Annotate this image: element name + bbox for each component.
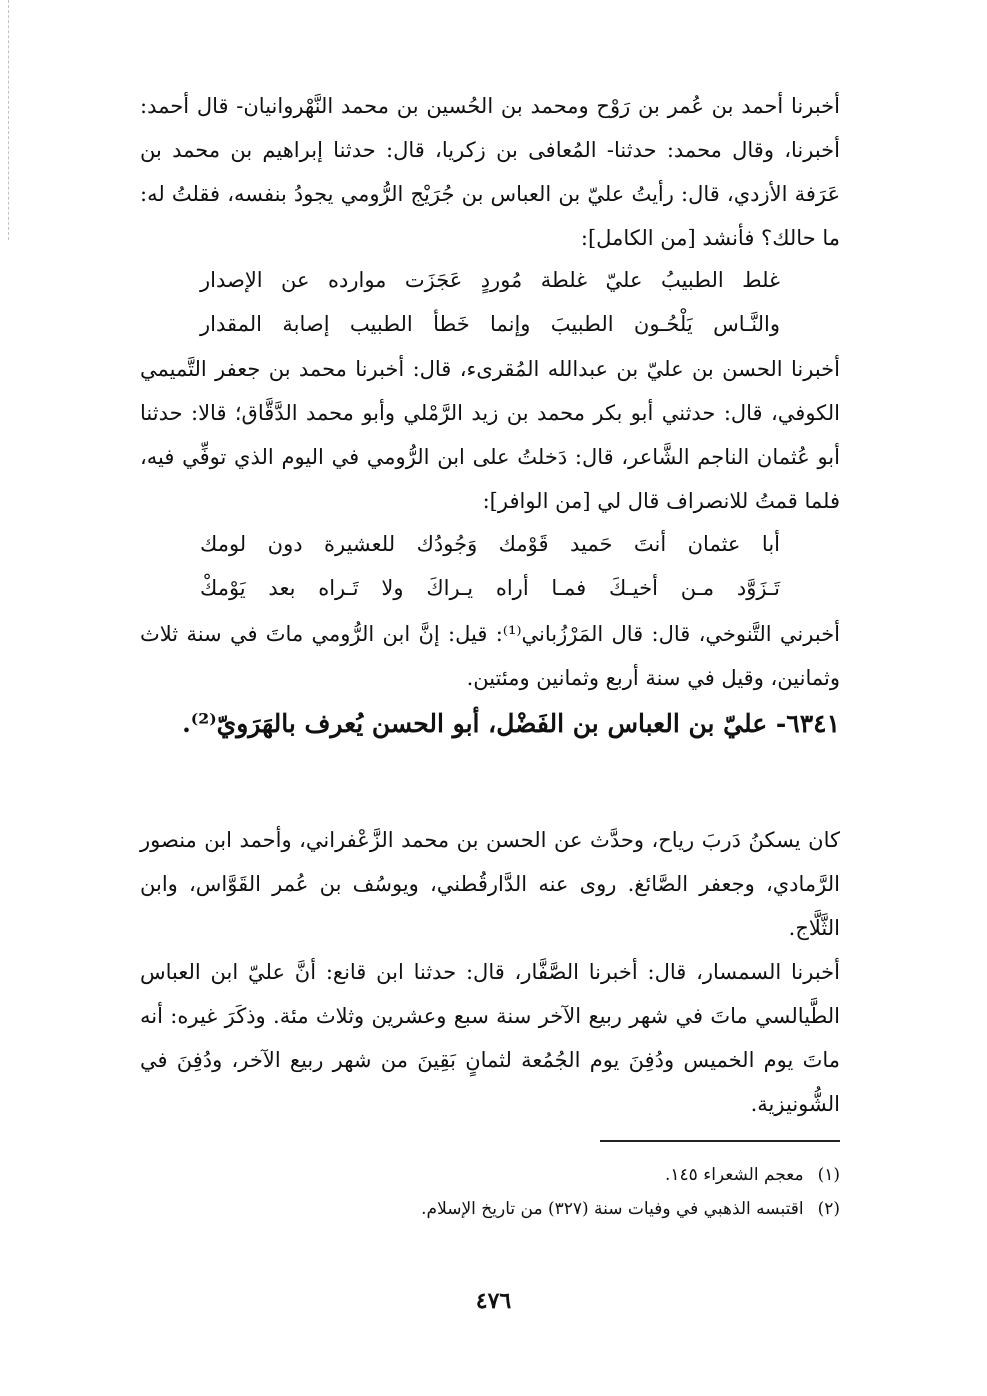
paragraph-3: أخبرني التَّنوخي، قال: قال المَرْزُباني⁽¹⁾: قيل: إنَّ ابن الرُّومي ماتَ في سنة ثلاث وثمانين، وقيل في سنة أربع وثمانين ومئتين. [140, 622, 841, 690]
verse-line-1: غلط الطبيبُ عليّ غلطة مُوردٍ عَجَزَت موارده عن الإصدار [200, 268, 780, 292]
footnote-2 [140, 1192, 840, 1226]
paragraph-5: أخبرنا السمسار، قال: أخبرنا الصَّفَّار، قال: حدثنا ابن قانع: أنَّ عليّ ابن العباس الطَّيالسي ماتَ في شهر ربيع الآخر سنة سبع وعشرين وثلاث مئة. وذكَرَ غيره: أنه ماتَ يوم الخميس ودُفِنَ يوم الجُمُعة لثمانٍ بَقِينَ من شهر ربيع الآخر، ودُفِنَ في الشُّونيزية. [140, 960, 840, 1116]
footnotes [140, 1158, 840, 1226]
footnote-separator [600, 1140, 840, 1142]
page-number: ٤٧٦ [475, 1288, 512, 1314]
paragraph-4: كان يسكنُ دَربَ رياح، وحدَّث عن الحسن بن محمد الزَّعْفراني، وأحمد ابن منصور الرَّمادي، وجعفر الصَّائغ. روى عنه الدَّارقُطني، ويوسُف بن عُمر القَوَّاس، وابن الثَّلَّاج. [140, 828, 840, 940]
footnote-text: اقتبسه الذهبي في وفيات سنة (٣٢٧) من تاريخ الإسلام. [421, 1199, 804, 1219]
entry-heading: ٦٣٤١- عليّ بن العباس بن الفَضْل، أبو الحسن يُعرف بالهَرَويّ⁽²⁾. [182, 709, 840, 738]
verse-line-4: تَـزَوَّد مـن أخيـكَ فمـا أراه يـراكَ ولا تَـراه بعد يَوْمكْ [200, 576, 780, 600]
footnote-number: (١) [817, 1165, 840, 1185]
footnote-text: معجم الشعراء ١٤٥. [664, 1165, 804, 1185]
footnote-number: (٢) [817, 1199, 840, 1219]
verse-line-2: والنَّـاس يَلْحُـون الطبيبَ وإنما خَطأ الطبيب إصابة المقدار [200, 312, 780, 336]
footnote-1 [140, 1158, 840, 1192]
paragraph-1: أخبرنا أحمد بن عُمر بن رَوْح ومحمد بن الحُسين بن محمد النَّهْروانيان- قال أحمد: أخبرنا، وقال محمد: حدثنا- المُعافى بن زكريا، قال: حدثنا إبراهيم بن محمد بن عَرَفة الأزدي، قال: رأيتُ عليّ بن العباس بن جُرَيْج الرُّومي يجودُ بنفسه، فقلتُ له: ما حالك؟ فأنشد [من الكامل]: [140, 94, 840, 250]
paragraph-2: أخبرنا الحسن بن عليّ بن عبدالله المُقرىء، قال: أخبرنا محمد بن جعفر التَّميمي الكوفي، قال: حدثني أبو بكر محمد بن زيد الرَّمْلي وأبو محمد الدَّقَّاق؛ قالا: حدثنا أبو عُثمان الناجم الشَّاعر، قال: دَخلتُ على ابن الرُّومي في اليوم الذي توفِّي فيه، فلما قمتُ للانصراف قال لي [من الوافر]: [140, 357, 840, 513]
scan-edge-mark [8, 0, 10, 240]
verse-line-3: أبا عثمان أنتَ حَميد قَوْمك وَجُودُك للعشيرة دون لومك [200, 532, 780, 556]
